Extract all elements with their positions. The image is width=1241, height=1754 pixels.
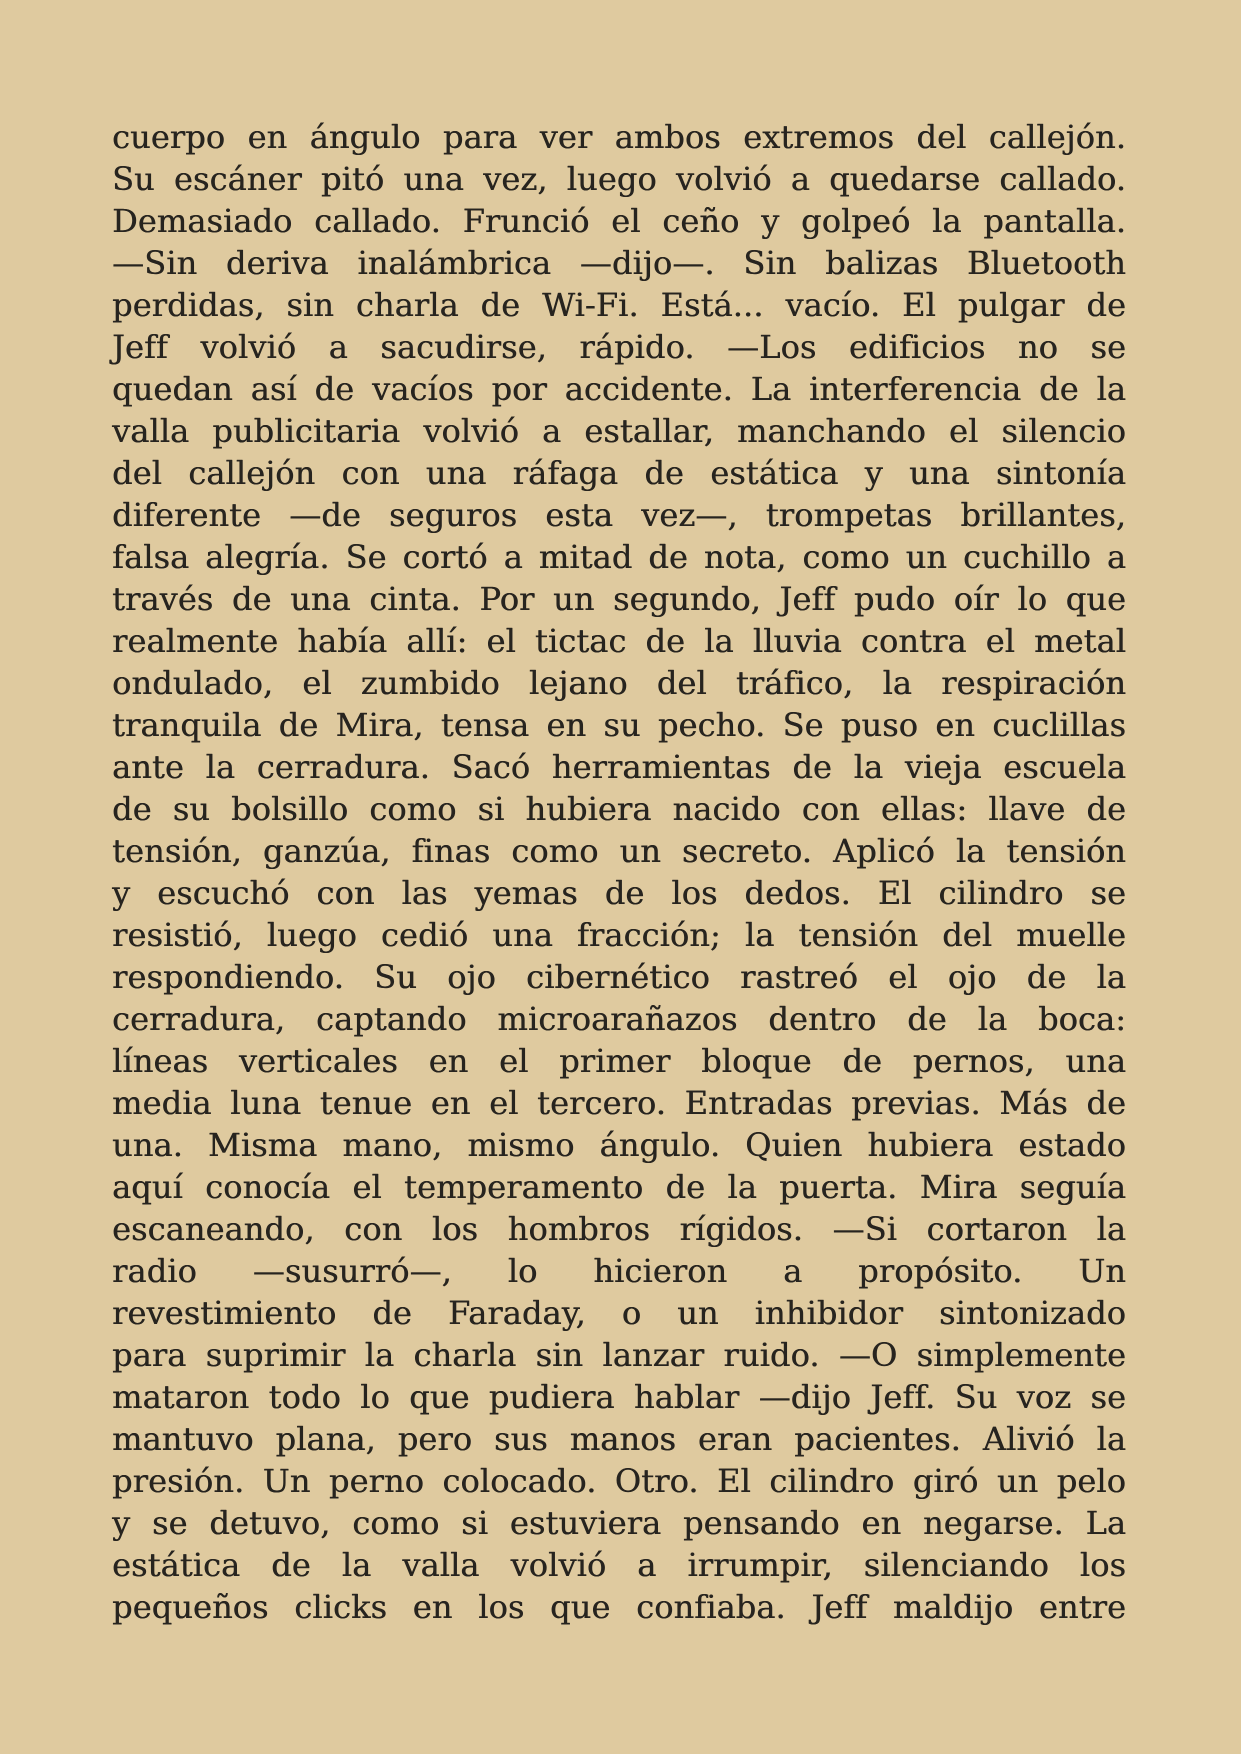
text-line: ante la cerradura. Sacó herramientas de la vieja escuela	[112, 748, 1126, 786]
text-line: tensión, ganzúa, finas como un secreto. Aplicó la tensión	[112, 832, 1126, 870]
text-line: escaneando, con los hombros rígidos. —Si cortaron la	[112, 1210, 1126, 1248]
text-line: perdidas, sin charla de Wi-Fi. Está... vacío. El pulgar de	[112, 286, 1126, 324]
text-line: una. Misma mano, mismo ángulo. Quien hubiera estado	[112, 1126, 1126, 1164]
text-line: aquí conocía el temperamento de la puerta. Mira seguía	[112, 1168, 1126, 1206]
text-line: cuerpo en ángulo para ver ambos extremos del callejón.	[112, 118, 1126, 156]
text-line: valla publicitaria volvió a estallar, manchando el silencio	[112, 412, 1126, 450]
text-line: presión. Un perno colocado. Otro. El cilindro giró un pelo	[112, 1462, 1126, 1500]
text-line: tranquila de Mira, tensa en su pecho. Se puso en cuclillas	[112, 706, 1126, 744]
text-line: quedan así de vacíos por accidente. La interferencia de la	[112, 370, 1126, 408]
text-line: y se detuvo, como si estuviera pensando en negarse. La	[112, 1504, 1126, 1542]
text-line: cerradura, captando microarañazos dentro de la boca:	[112, 1000, 1126, 1038]
text-line: Demasiado callado. Frunció el ceño y golpeó la pantalla.	[112, 202, 1126, 240]
text-line: líneas verticales en el primer bloque de pernos, una	[112, 1042, 1126, 1080]
text-line: para suprimir la charla sin lanzar ruido. —O simplemente	[112, 1336, 1126, 1374]
text-line: y escuchó con las yemas de los dedos. El cilindro se	[112, 874, 1126, 912]
text-line: mantuvo plana, pero sus manos eran pacientes. Alivió la	[112, 1420, 1126, 1458]
text-line: radio —susurró—, lo hicieron a propósito. Un	[112, 1252, 1126, 1290]
text-line: resistió, luego cedió una fracción; la tensión del muelle	[112, 916, 1126, 954]
text-line: Jeff volvió a sacudirse, rápido. —Los edificios no se	[112, 328, 1126, 366]
text-line: Su escáner pitó una vez, luego volvió a quedarse callado.	[112, 160, 1126, 198]
text-line: mataron todo lo que pudiera hablar —dijo Jeff. Su voz se	[112, 1378, 1126, 1416]
text-line: estática de la valla volvió a irrumpir, silenciando los	[112, 1546, 1126, 1584]
text-line: diferente —de seguros esta vez—, trompetas brillantes,	[112, 496, 1126, 534]
page-text	[112, 116, 1126, 1628]
text-line: del callejón con una ráfaga de estática y una sintonía	[112, 454, 1126, 492]
text-line: través de una cinta. Por un segundo, Jeff pudo oír lo que	[112, 580, 1126, 618]
text-line: realmente había allí: el tictac de la lluvia contra el metal	[112, 622, 1126, 660]
text-line: —Sin deriva inalámbrica —dijo—. Sin balizas Bluetooth	[112, 244, 1126, 282]
text-line: respondiendo. Su ojo cibernético rastreó el ojo de la	[112, 958, 1126, 996]
text-line: revestimiento de Faraday, o un inhibidor sintonizado	[112, 1294, 1126, 1332]
text-line: ondulado, el zumbido lejano del tráfico, la respiración	[112, 664, 1126, 702]
text-line: pequeños clicks en los que confiaba. Jeff maldijo entre	[112, 1588, 1126, 1626]
text-line: media luna tenue en el tercero. Entradas previas. Más de	[112, 1084, 1126, 1122]
text-line: de su bolsillo como si hubiera nacido con ellas: llave de	[112, 790, 1126, 828]
text-line: falsa alegría. Se cortó a mitad de nota, como un cuchillo a	[112, 538, 1126, 576]
